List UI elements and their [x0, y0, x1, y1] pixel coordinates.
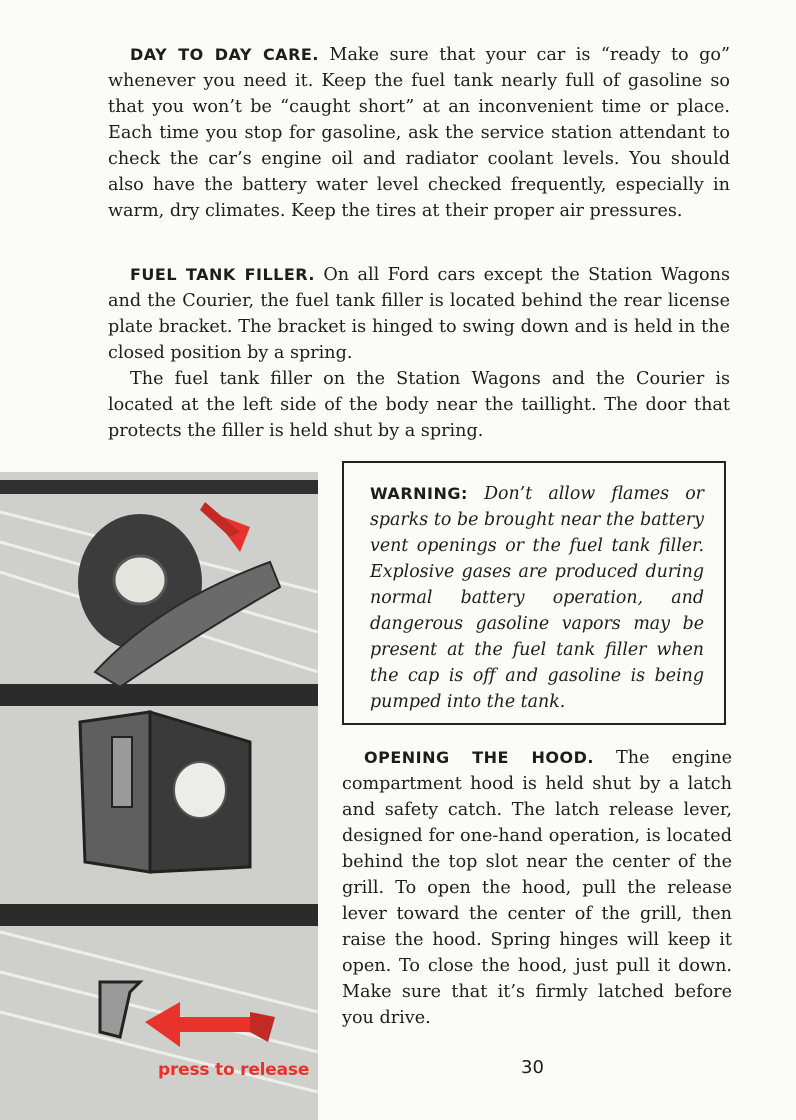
- warning-box: [342, 461, 726, 725]
- opening-the-hood-heading: OPENING THE HOOD.: [364, 748, 594, 767]
- fuel-tank-filler-text: On all Ford cars except the Station Wagons and the Courier, the fuel tank filler is located behind the rear license plate bracket. The bracket is hinged to swing down and is held in the closed position by a spring.: [108, 265, 730, 363]
- page-number: 30: [521, 1057, 544, 1078]
- warning-text: Don’t allow flames or sparks to be brought near the battery vent openings or the fuel tank filler. Explosive gases are produced during normal battery operation, and dangerous gasoline vapors may be present at the fuel tank filler when the cap is off and gasoline is being pumped into the tank.: [370, 484, 704, 712]
- day-to-day-care-heading: DAY TO DAY CARE.: [130, 45, 319, 64]
- fuel-tank-filler-paragraph: [108, 262, 730, 366]
- opening-the-hood-text: The engine compartment hood is held shut by a latch and safety catch. The latch release lever, designed for one-hand operation, is located behind the top slot near the center of the grill. To open the hood, pull the release lever toward the center of the grill, then raise the hood. Spring hinges will keep it open. To close the hood, just pull it down. Make sure that it’s firmly latched before you drive.: [342, 748, 732, 1028]
- warning-heading: WARNING:: [370, 484, 468, 503]
- day-to-day-care-text: Make sure that your car is “ready to go” whenever you need it. Keep the fuel tank nearly full of gasoline so that you won’t be “caught short” at an inconvenient time or place. Each time you stop for gasoline, ask the service station attendant to check the car’s engine oil and radiator coolant levels. You should also have the battery water level checked frequently, especially in warm, dry climates. Keep the tires at their proper air pressures.: [108, 45, 730, 221]
- fuel-tank-filler-heading: FUEL TANK FILLER.: [130, 265, 315, 284]
- press-to-release-caption: press to release: [158, 1060, 310, 1080]
- fuel-filler-drawing: [0, 472, 318, 1120]
- day-to-day-care-paragraph: [108, 42, 730, 224]
- fuel-filler-illustration: [0, 472, 318, 1120]
- opening-the-hood-paragraph: [342, 745, 732, 1031]
- fuel-tank-filler-paragraph-2: The fuel tank filler on the Station Wagons and the Courier is located at the left side of the body near the taillight. The door that protects the filler is held shut by a spring.: [108, 369, 730, 441]
